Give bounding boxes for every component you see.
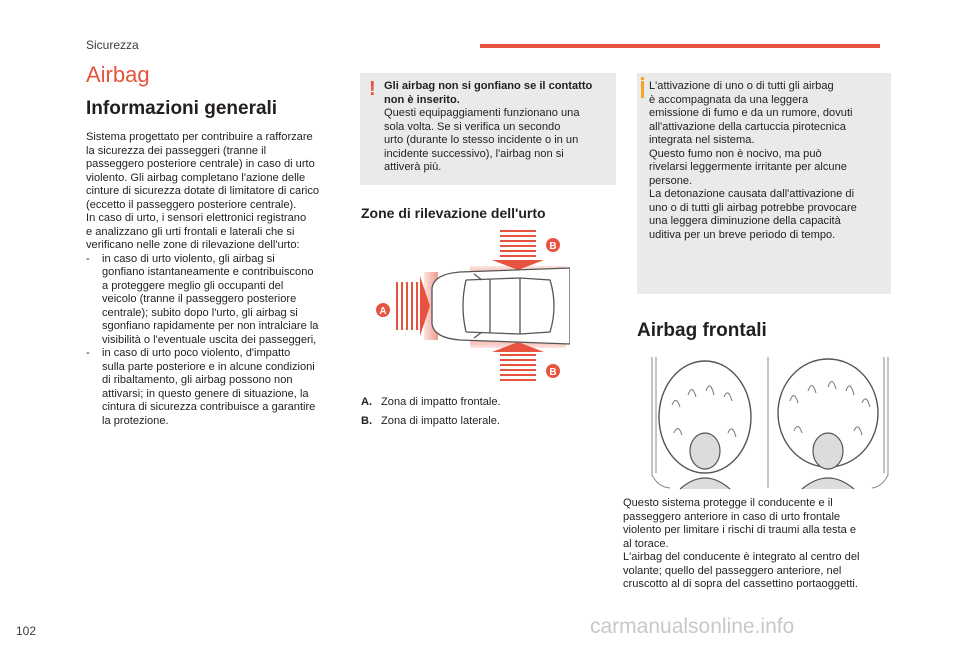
text-line: La detonazione causata dall'attivazione di bbox=[649, 188, 855, 200]
text-line: verificano nelle zone di rilevazione dell'urto: bbox=[86, 239, 300, 251]
zone-marker-a bbox=[376, 303, 390, 317]
text-line: passeggero anteriore in caso di urto frontale bbox=[623, 510, 841, 523]
driver-airbag bbox=[659, 361, 751, 489]
text-line: Sistema progettato per contribuire a rafforzare bbox=[86, 131, 313, 143]
passenger-airbag bbox=[778, 359, 878, 489]
text-line: di ribaltamento, gli airbag possono non bbox=[102, 374, 293, 386]
text-line: rivelarsi leggermente irritante per alcune bbox=[649, 161, 847, 173]
text-line: in caso di urto poco violento, d'impatto bbox=[102, 347, 291, 359]
legend-row bbox=[361, 415, 611, 429]
text-line: è accompagnata da una leggera bbox=[649, 93, 809, 106]
impact-zone-diagram bbox=[370, 226, 570, 386]
car-top-view bbox=[432, 268, 570, 344]
section-title: Sicurezza bbox=[86, 38, 139, 52]
bullet-dash: - bbox=[86, 252, 90, 265]
text-line: visibilità o l'eventuale uscita dei passeggeri, bbox=[102, 333, 317, 346]
text-line: L'airbag del conducente è integrato al centro del bbox=[623, 551, 860, 563]
text-line: integrata nel sistema. bbox=[649, 134, 755, 146]
zones-heading: Zone di rilevazione dell'urto bbox=[361, 205, 546, 221]
text-line: e analizzano gli urti frontali e laterali che si bbox=[86, 225, 295, 238]
text-line: cruscotto al di sopra del cassettino portaoggetti. bbox=[623, 578, 858, 590]
text-line: persone. bbox=[649, 174, 693, 187]
text-line: sulla parte posteriore e in alcune condizioni bbox=[102, 360, 315, 373]
warning-box bbox=[360, 73, 616, 185]
zone-marker-b-bottom bbox=[546, 364, 560, 378]
text-line: sgonfiano rapidamente per non intralciare la bbox=[102, 320, 319, 332]
text-line: (eccetto il passeggero posteriore centrale). bbox=[86, 198, 297, 211]
text-line: uditiva per un breve periodo di tempo. bbox=[649, 228, 836, 241]
text-line: uno o di tutti gli airbag potrebbe provocare bbox=[649, 201, 857, 214]
text-line: a proteggere meglio gli occupanti del bbox=[102, 279, 284, 292]
frontal-text bbox=[623, 497, 893, 592]
text-line: in caso di urto violento, gli airbag si bbox=[102, 252, 275, 265]
warning-text bbox=[384, 80, 612, 175]
text-line: urto (durante lo stesso incidente o in un bbox=[384, 134, 579, 146]
text-line: In caso di urto, i sensori elettronici registrano bbox=[86, 212, 307, 224]
warning-bold-line: non è inserito. bbox=[384, 93, 460, 106]
text-line: Questo fumo non è nocivo, ma può bbox=[649, 147, 822, 160]
text-line: passeggero posteriore centrale) in caso di urto bbox=[86, 158, 315, 170]
legend-text: Zona di impatto laterale. bbox=[381, 414, 501, 427]
general-heading: Informazioni generali bbox=[86, 98, 278, 119]
text-line: gonfiano istantaneamente e contribuiscono bbox=[102, 266, 314, 278]
text-line: centrale); subito dopo l'urto, gli airbag si bbox=[102, 306, 298, 319]
frontal-airbag-illustration bbox=[650, 355, 890, 490]
zone-label-b: B bbox=[549, 241, 557, 252]
text-line: L'attivazione di uno o di tutti gli airbag bbox=[649, 80, 834, 92]
text-line: incidente successivo), l'airbag non si bbox=[384, 147, 564, 160]
warning-icon: ! bbox=[369, 78, 376, 100]
bullet-item bbox=[86, 253, 354, 348]
text-line: al torace. bbox=[623, 537, 669, 550]
text-line: la protezione. bbox=[102, 414, 169, 427]
text-line: la sicurezza dei passeggeri (tranne il bbox=[86, 144, 267, 157]
text-line: Questo sistema protegge il conducente e il bbox=[623, 497, 833, 509]
bullet-item bbox=[86, 347, 354, 428]
text-line: veicolo (tranne il passeggero posteriore bbox=[102, 293, 297, 305]
legend-row bbox=[361, 396, 611, 410]
page-number: 102 bbox=[16, 624, 37, 638]
watermark: carmanualsonline.info bbox=[590, 615, 795, 638]
zone-label-a: A bbox=[379, 306, 387, 317]
text-line: una leggera diminuzione della capacità bbox=[649, 215, 841, 227]
text-line: attiverà più. bbox=[384, 161, 442, 173]
info-icon bbox=[641, 81, 644, 98]
text-line: Questi equipaggiamenti funzionano una bbox=[384, 107, 580, 119]
legend-key: A. bbox=[361, 396, 373, 408]
frontal-heading: Airbag frontali bbox=[637, 320, 767, 341]
text-line: sola volta. Se si verifica un secondo bbox=[384, 120, 561, 133]
text-line: violento. Gli airbag completano l'azione delle bbox=[86, 171, 306, 184]
general-text bbox=[86, 131, 354, 428]
legend-text: Zona di impatto frontale. bbox=[381, 396, 501, 408]
section-accent-bar bbox=[480, 44, 880, 48]
page-title: Airbag bbox=[86, 62, 150, 87]
text-line: volante; quello del passeggero anteriore, nel bbox=[623, 564, 842, 577]
text-line: cintura di sicurezza contribuisce a garantire bbox=[102, 401, 316, 413]
text-line: attivarsi; in questo genere di situazione, la bbox=[102, 387, 309, 400]
text-line: all'attivazione della cartuccia pirotecnica bbox=[649, 120, 846, 133]
zone-label-b: B bbox=[549, 367, 557, 378]
text-line: emissione di fumo e da un rumore, dovuti bbox=[649, 107, 853, 119]
info-box bbox=[637, 73, 891, 294]
zones-legend bbox=[361, 396, 611, 433]
bullet-dash: - bbox=[86, 347, 90, 359]
info-text bbox=[649, 80, 889, 242]
text-line: violento per limitare i rischi di traumi alla testa e bbox=[623, 524, 857, 536]
zone-marker-b-top bbox=[546, 238, 560, 252]
legend-key: B. bbox=[361, 414, 373, 427]
text-line: cinture di sicurezza dotate di limitatore di carico bbox=[86, 185, 320, 197]
info-icon-dot bbox=[641, 77, 644, 80]
warning-bold-line: Gli airbag non si gonfiano se il contatto bbox=[384, 80, 593, 92]
